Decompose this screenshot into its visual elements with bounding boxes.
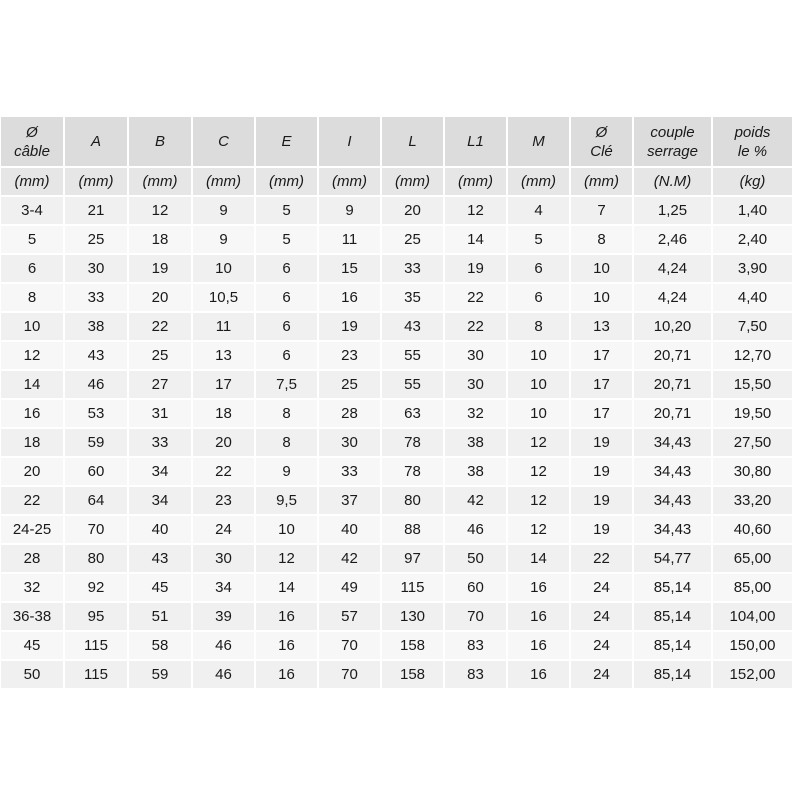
table-row [1,661,794,690]
table-cell: 9 [193,226,256,255]
table-cell: 85,14 [634,603,713,632]
table-cell: 3,90 [713,255,794,284]
table-cell: 130 [382,603,445,632]
table-cell: 83 [445,661,508,690]
table-cell: 85,14 [634,632,713,661]
table-cell: 3-4 [1,197,65,226]
column-header-label: câble [14,142,50,160]
table-cell: 37 [319,487,382,516]
table-cell: 85,14 [634,661,713,690]
table-cell: 32 [445,400,508,429]
table-cell: 12 [445,197,508,226]
table-cell: 115 [382,574,445,603]
spec-table [1,117,794,690]
column-header [1,117,65,168]
table-cell: 34 [129,487,193,516]
table-cell: 16 [256,632,319,661]
table-cell: 30,80 [713,458,794,487]
column-header [193,117,256,168]
table-cell: 5 [508,226,571,255]
table-row [1,313,794,342]
table-cell: 25 [129,342,193,371]
table-cell: 16 [508,574,571,603]
table-cell: 40 [129,516,193,545]
table-row [1,632,794,661]
table-cell: 43 [129,545,193,574]
column-header [508,117,571,168]
table-row [1,342,794,371]
table-cell: 10 [508,371,571,400]
table-cell: 54,77 [634,545,713,574]
table-cell: 40,60 [713,516,794,545]
table-cell: 150,00 [713,632,794,661]
table-cell: 4,40 [713,284,794,313]
column-header [445,117,508,168]
table-cell: 1,40 [713,197,794,226]
table-cell: 12 [1,342,65,371]
table-cell: 20 [1,458,65,487]
table-cell: 1,25 [634,197,713,226]
table-header [1,117,794,197]
column-header-label: Clé [590,142,613,160]
table-cell: 19 [129,255,193,284]
table-cell: 6 [256,255,319,284]
table-cell: 51 [129,603,193,632]
table-cell: 34 [193,574,256,603]
table-cell: 22 [445,284,508,313]
table-body [1,197,794,690]
table-cell: 16 [508,632,571,661]
table-cell: 10 [193,255,256,284]
table-cell: 22 [445,313,508,342]
table-cell: 6 [256,284,319,313]
table-cell: 14 [1,371,65,400]
column-header-label: B [154,133,165,150]
table-cell: 78 [382,458,445,487]
table-cell: 46 [193,632,256,661]
table-cell: 152,00 [713,661,794,690]
table-row [1,458,794,487]
column-header-label: L1 [467,133,484,150]
column-header-label: le % [737,142,768,160]
table-cell: 8 [256,400,319,429]
table-cell: 36-38 [1,603,65,632]
table-cell: 33 [382,255,445,284]
table-cell: 18 [193,400,256,429]
table-cell: 8 [256,429,319,458]
table-cell: 115 [65,632,129,661]
column-header [713,117,794,168]
table-cell: 12 [508,516,571,545]
table-cell: 4 [508,197,571,226]
table-cell: 19 [445,255,508,284]
table-cell: 38 [445,429,508,458]
table-cell: 8 [571,226,634,255]
table-cell: 16 [256,661,319,690]
table-cell: 22 [129,313,193,342]
table-cell: 11 [193,313,256,342]
table-cell: 20,71 [634,400,713,429]
table-cell: 88 [382,516,445,545]
table-cell: 60 [445,574,508,603]
table-cell: 15 [319,255,382,284]
table-cell: 55 [382,342,445,371]
table-cell: 10 [571,284,634,313]
column-header-label: C [218,133,229,150]
unit-cell: (mm) [193,168,256,197]
table-cell: 50 [1,661,65,690]
table-cell: 4,24 [634,255,713,284]
column-header-label: I [347,133,352,150]
unit-cell: (mm) [65,168,129,197]
table-cell: 18 [129,226,193,255]
table-cell: 6 [256,342,319,371]
table-cell: 33,20 [713,487,794,516]
table-cell: 19 [571,458,634,487]
table-cell: 30 [319,429,382,458]
table-cell: 9 [193,197,256,226]
table-cell: 10 [1,313,65,342]
table-cell: 23 [193,487,256,516]
table-cell: 43 [382,313,445,342]
table-cell: 6 [508,255,571,284]
table-cell: 6 [508,284,571,313]
table-cell: 104,00 [713,603,794,632]
table-cell: 46 [193,661,256,690]
unit-cell: (N.M) [634,168,713,197]
table-cell: 12 [508,429,571,458]
table-cell: 6 [256,313,319,342]
table-cell: 8 [1,284,65,313]
table-cell: 10 [571,255,634,284]
table-row [1,516,794,545]
column-header-label: Ø [595,123,608,141]
unit-cell: (mm) [319,168,382,197]
table-cell: 25 [319,371,382,400]
table-cell: 55 [382,371,445,400]
table-cell: 64 [65,487,129,516]
table-cell: 25 [382,226,445,255]
table-cell: 63 [382,400,445,429]
table-cell: 33 [65,284,129,313]
table-cell: 7,5 [256,371,319,400]
table-cell: 2,46 [634,226,713,255]
table-cell: 24-25 [1,516,65,545]
table-cell: 31 [129,400,193,429]
table-cell: 24 [571,661,634,690]
table-cell: 70 [65,516,129,545]
unit-cell: (mm) [129,168,193,197]
table-cell: 5 [256,226,319,255]
table-cell: 33 [129,429,193,458]
table-cell: 32 [1,574,65,603]
table-row [1,371,794,400]
table-cell: 16 [508,603,571,632]
table-cell: 42 [445,487,508,516]
table-cell: 34,43 [634,516,713,545]
table-cell: 30 [193,545,256,574]
table-cell: 30 [65,255,129,284]
table-cell: 70 [445,603,508,632]
table-cell: 33 [319,458,382,487]
table-cell: 95 [65,603,129,632]
column-header-label: M [532,133,545,150]
table-cell: 20,71 [634,371,713,400]
table-row [1,197,794,226]
table-cell: 19,50 [713,400,794,429]
table-cell: 30 [445,342,508,371]
table-row [1,603,794,632]
table-cell: 35 [382,284,445,313]
table-cell: 17 [571,371,634,400]
table-cell: 38 [445,458,508,487]
table-cell: 16 [1,400,65,429]
unit-cell: (mm) [571,168,634,197]
table-cell: 45 [1,632,65,661]
unit-cell: (kg) [713,168,794,197]
table-cell: 17 [193,371,256,400]
column-header-label: poids [734,123,771,141]
table-cell: 14 [256,574,319,603]
table-cell: 11 [319,226,382,255]
table-cell: 97 [382,545,445,574]
header-row [1,117,794,168]
table-cell: 57 [319,603,382,632]
table-cell: 16 [319,284,382,313]
unit-cell: (mm) [1,168,65,197]
table-cell: 9,5 [256,487,319,516]
table-row [1,574,794,603]
table-cell: 46 [65,371,129,400]
table-cell: 12,70 [713,342,794,371]
table-cell: 115 [65,661,129,690]
table-row [1,429,794,458]
table-cell: 158 [382,661,445,690]
table-cell: 80 [65,545,129,574]
table-row [1,255,794,284]
table-cell: 7 [571,197,634,226]
table-cell: 60 [65,458,129,487]
column-header-label: A [90,133,101,150]
column-header-label: couple [650,123,695,141]
table-cell: 16 [256,603,319,632]
table-cell: 14 [445,226,508,255]
units-row [1,168,794,197]
table-cell: 46 [445,516,508,545]
table-cell: 20,71 [634,342,713,371]
table-cell: 21 [65,197,129,226]
table-row [1,400,794,429]
table-cell: 7,50 [713,313,794,342]
unit-cell: (mm) [382,168,445,197]
table-cell: 53 [65,400,129,429]
table-cell: 92 [65,574,129,603]
table-cell: 10 [256,516,319,545]
table-cell: 45 [129,574,193,603]
unit-cell: (mm) [256,168,319,197]
table-cell: 34,43 [634,429,713,458]
table-cell: 28 [319,400,382,429]
unit-cell: (mm) [508,168,571,197]
table-cell: 49 [319,574,382,603]
table-cell: 85,00 [713,574,794,603]
table-cell: 10 [508,342,571,371]
table-cell: 28 [1,545,65,574]
table-cell: 20 [193,429,256,458]
table-row [1,284,794,313]
table-cell: 43 [65,342,129,371]
column-header-label: L [408,133,417,150]
table-cell: 83 [445,632,508,661]
table-cell: 24 [571,603,634,632]
table-cell: 78 [382,429,445,458]
table-cell: 27 [129,371,193,400]
table-cell: 85,14 [634,574,713,603]
table-cell: 19 [319,313,382,342]
table-cell: 16 [508,661,571,690]
table-cell: 22 [571,545,634,574]
table-cell: 80 [382,487,445,516]
table-cell: 20 [129,284,193,313]
table-cell: 17 [571,400,634,429]
table-cell: 40 [319,516,382,545]
table-cell: 70 [319,632,382,661]
table-cell: 158 [382,632,445,661]
table-cell: 10 [508,400,571,429]
table-row [1,226,794,255]
table-cell: 9 [319,197,382,226]
table-cell: 58 [129,632,193,661]
table-cell: 2,40 [713,226,794,255]
table-cell: 10,20 [634,313,713,342]
column-header [634,117,713,168]
table-cell: 30 [445,371,508,400]
column-header-label: E [281,133,292,150]
table-cell: 12 [129,197,193,226]
table-cell: 12 [508,458,571,487]
table-cell: 18 [1,429,65,458]
table-cell: 19 [571,487,634,516]
table-cell: 24 [571,574,634,603]
table-cell: 38 [65,313,129,342]
table-cell: 13 [571,313,634,342]
table-cell: 22 [1,487,65,516]
column-header [256,117,319,168]
table-cell: 65,00 [713,545,794,574]
table-cell: 4,24 [634,284,713,313]
table-cell: 27,50 [713,429,794,458]
column-header [65,117,129,168]
table-cell: 17 [571,342,634,371]
table-cell: 59 [129,661,193,690]
column-header [571,117,634,168]
table-cell: 6 [1,255,65,284]
column-header-label: Ø [26,123,38,141]
column-header-label: serrage [647,142,698,160]
unit-cell: (mm) [445,168,508,197]
table-cell: 70 [319,661,382,690]
table-cell: 50 [445,545,508,574]
table-cell: 34,43 [634,458,713,487]
table-cell: 15,50 [713,371,794,400]
table-cell: 14 [508,545,571,574]
table-cell: 12 [508,487,571,516]
table-cell: 8 [508,313,571,342]
column-header [319,117,382,168]
table-cell: 5 [1,226,65,255]
table-cell: 24 [193,516,256,545]
table-cell: 34 [129,458,193,487]
spec-table-container [1,117,782,690]
table-cell: 42 [319,545,382,574]
table-cell: 22 [193,458,256,487]
table-cell: 5 [256,197,319,226]
table-row [1,487,794,516]
table-cell: 20 [382,197,445,226]
column-header [382,117,445,168]
table-cell: 9 [256,458,319,487]
table-cell: 19 [571,516,634,545]
table-cell: 23 [319,342,382,371]
table-cell: 19 [571,429,634,458]
column-header [129,117,193,168]
table-cell: 34,43 [634,487,713,516]
table-cell: 25 [65,226,129,255]
table-row [1,545,794,574]
table-cell: 13 [193,342,256,371]
table-cell: 59 [65,429,129,458]
table-cell: 10,5 [193,284,256,313]
table-cell: 12 [256,545,319,574]
table-cell: 39 [193,603,256,632]
table-cell: 24 [571,632,634,661]
